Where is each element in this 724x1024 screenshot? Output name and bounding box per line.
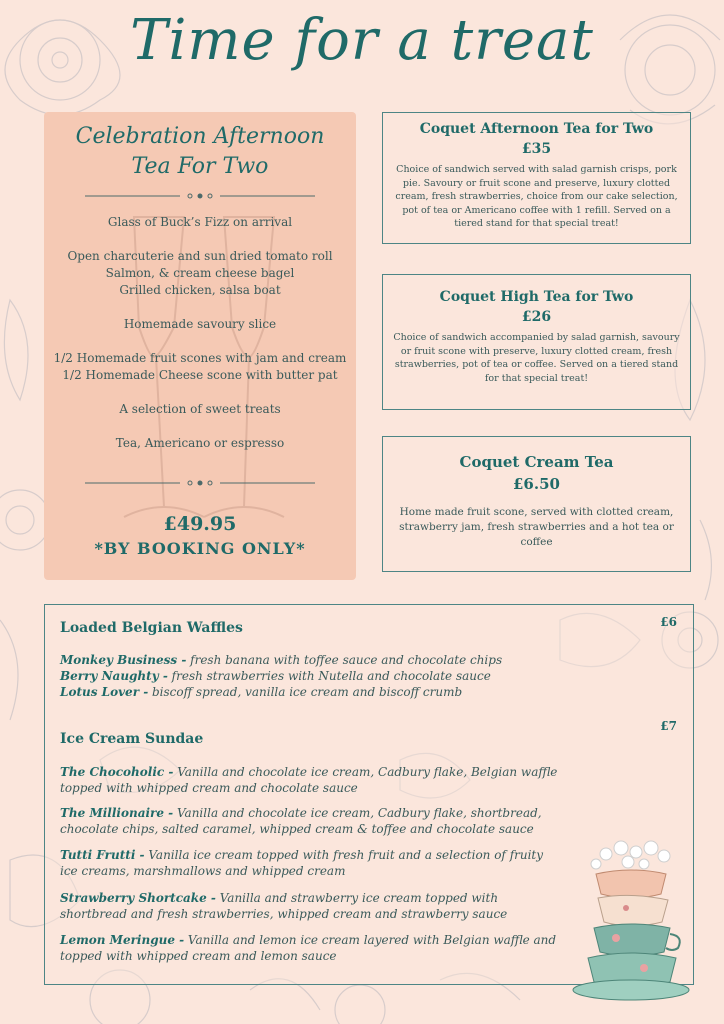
celebration-item: Tea, Americano or espresso xyxy=(115,436,285,450)
ornament-divider xyxy=(85,192,315,200)
item-name: The Chocoholic - xyxy=(60,765,174,779)
sundae-price: £7 xyxy=(660,719,677,733)
item-name: Lotus Lover - xyxy=(60,685,149,699)
sundae-item xyxy=(60,764,560,796)
page-title: Time for a treat xyxy=(130,8,594,73)
waffle-item xyxy=(60,652,560,668)
item-desc: biscoff spread, vanilla ice cream and biscoff crumb xyxy=(148,685,463,699)
celebration-item: Open charcuterie and sun dried tomato roll xyxy=(67,249,333,263)
celebration-panel xyxy=(44,112,356,580)
item-desc: Vanilla and strawberry ice cream topped with shortbread and fresh strawberries, whipped cream and strawberry sauce xyxy=(60,891,508,921)
box-description: Home made fruit scone, served with clotted cream, strawberry jam, fresh strawberries and a hot tea or coffee xyxy=(399,506,674,548)
item-name: Monkey Business - xyxy=(60,653,187,667)
waffle-item xyxy=(60,684,560,700)
sundae-title: Ice Cream Sundae xyxy=(60,731,204,747)
celebration-item: Salmon, & cream cheese bagel xyxy=(105,266,295,280)
item-desc: Vanilla and lemon ice cream layered with Belgian waffle and topped with whipped cream and lemon sauce xyxy=(60,933,557,963)
box-price: £6.50 xyxy=(513,475,560,493)
box-price: £26 xyxy=(521,309,552,325)
cream-tea-box xyxy=(382,436,691,572)
box-title: Coquet Afternoon Tea for Two xyxy=(419,121,654,137)
waffles-price: £6 xyxy=(660,615,677,629)
box-description: Choice of sandwich accompanied by salad garnish, savoury or fruit scone with preserve, luxury clotted cream, fresh strawberries, pot of tea or coffee. Served on a tiered stand for that special treat! xyxy=(393,332,680,384)
sundae-item xyxy=(60,847,560,879)
item-name: The Millionaire - xyxy=(60,806,174,820)
celebration-item: 1/2 Homemade fruit scones with jam and cream xyxy=(53,351,347,365)
waffles-title: Loaded Belgian Waffles xyxy=(60,620,243,636)
waffle-item xyxy=(60,668,560,684)
item-name: Berry Naughty - xyxy=(60,669,168,683)
item-desc: Vanilla and chocolate ice cream, Cadbury flake, shortbread, chocolate chips, salted caramel, whipped cream & toffee and chocolate sauce xyxy=(60,806,542,836)
teacups-illustration xyxy=(566,836,696,1004)
sundae-item xyxy=(60,805,560,837)
celebration-item: Glass of Buck’s Fizz on arrival xyxy=(107,215,293,229)
sundae-item xyxy=(60,932,560,964)
box-price: £35 xyxy=(521,141,552,157)
celebration-item: 1/2 Homemade Cheese scone with butter pat xyxy=(62,368,338,382)
sundae-item xyxy=(60,890,560,922)
celebration-price: £49.95 xyxy=(163,513,237,535)
item-desc: Vanilla and chocolate ice cream, Cadbury flake, Belgian waffle topped with whipped cream and chocolate sauce xyxy=(60,765,558,795)
celebration-item: Grilled chicken, salsa boat xyxy=(119,283,281,297)
celebration-items xyxy=(44,214,356,452)
celebration-title-line1: Celebration Afternoon xyxy=(75,124,325,149)
celebration-item: A selection of sweet treats xyxy=(119,402,281,416)
booking-notice: *BY BOOKING ONLY* xyxy=(94,539,306,558)
item-desc: fresh banana with toffee sauce and chocolate chips xyxy=(186,653,503,667)
afternoon-tea-box xyxy=(382,112,691,244)
item-desc: fresh strawberries with Nutella and chocolate sauce xyxy=(167,669,491,683)
item-name: Lemon Meringue - xyxy=(60,933,185,947)
celebration-title-line2: Tea For Two xyxy=(131,154,269,179)
item-name: Strawberry Shortcake - xyxy=(60,891,216,905)
box-description: Choice of sandwich served with salad garnish crisps, pork pie. Savoury or fruit scone and preserve, luxury clotted cream, fresh strawberries, choice from our cake selection, pot of tea or Americano coffee with 1 refill. Served on a tiered stand for that special treat! xyxy=(395,164,678,229)
box-title: Coquet High Tea for Two xyxy=(439,289,634,305)
item-desc: Vanilla ice cream topped with fresh fruit and a selection of fruity ice creams, marshmallows and whipped cream xyxy=(60,848,544,878)
high-tea-box xyxy=(382,274,691,410)
item-name: Tutti Frutti - xyxy=(60,848,145,862)
celebration-item: Homemade savoury slice xyxy=(123,317,277,331)
ornament-divider xyxy=(85,479,315,487)
box-title: Coquet Cream Tea xyxy=(459,453,614,471)
